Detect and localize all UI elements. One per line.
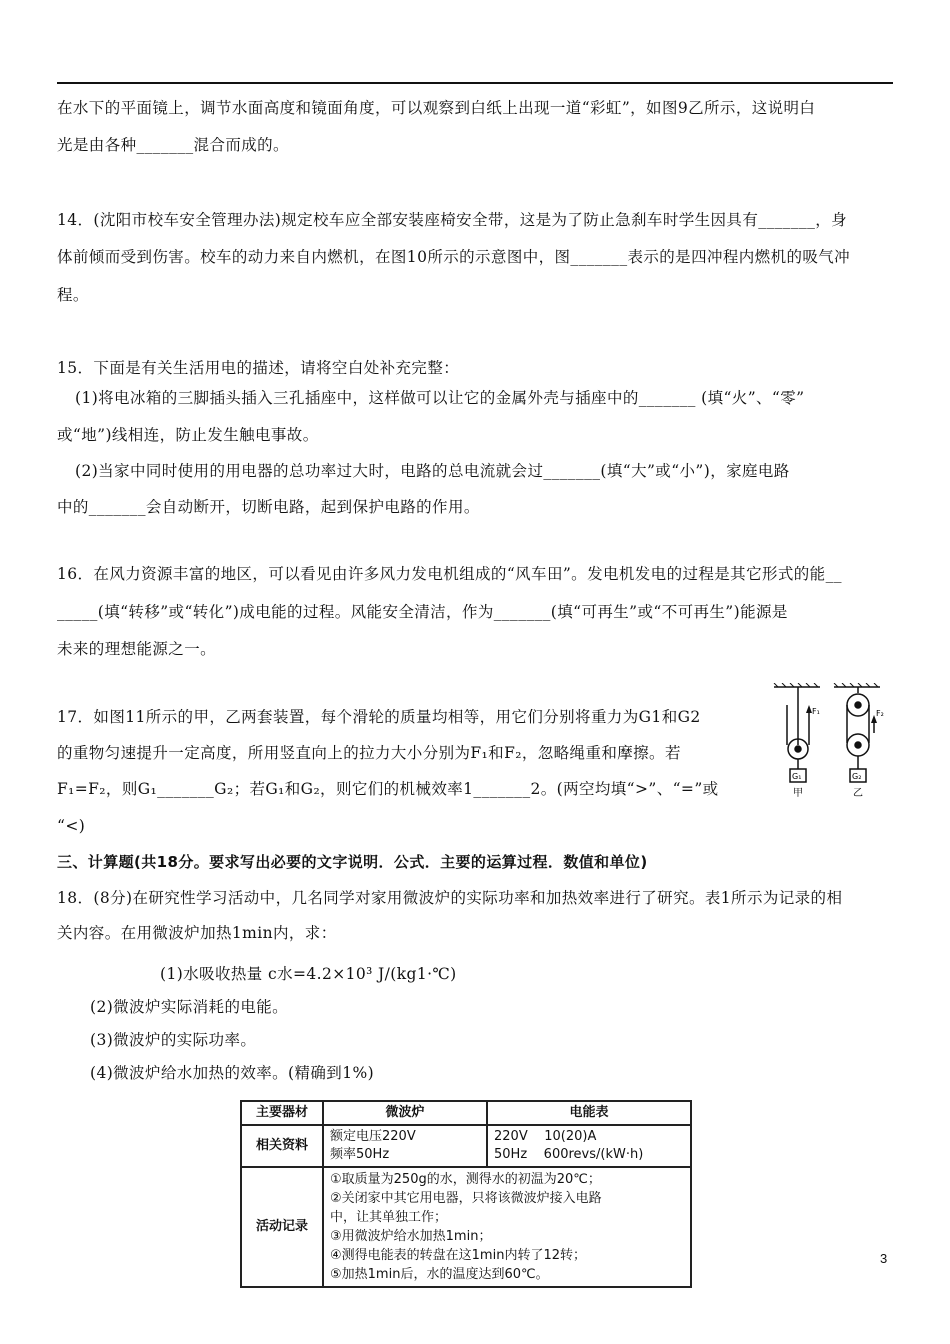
table-row bbox=[241, 1125, 691, 1167]
record-line: ③用微波炉给水加热1min； bbox=[330, 1229, 492, 1244]
sub-question: (4)微波炉给水加热的效率。(精确到1%) bbox=[90, 1064, 375, 1082]
text-line: (2)当家中同时使用的用电器的总功率过大时，电路的总电流就会过_______(填“大”或“小”)，家庭电路 bbox=[75, 462, 790, 480]
section-heading: 三、计算题(共18分。要求写出必要的文字说明．公式．主要的运算过程．数值和单位) bbox=[57, 853, 648, 871]
sub-question: (2)微波炉实际消耗的电能。 bbox=[90, 998, 289, 1016]
cell-line: 220V 10(20)A bbox=[494, 1129, 597, 1144]
record-table bbox=[240, 1100, 692, 1288]
cell-line: 额定电压220V bbox=[330, 1129, 416, 1144]
text-line: (1)将电冰箱的三脚插头插入三孔插座中，这样做可以让它的金属外壳与插座中的_______ (填“火”、“零” bbox=[75, 389, 805, 407]
table-row bbox=[241, 1101, 691, 1125]
text-line: 或“地”)线相连，防止发生触电事故。 bbox=[57, 426, 319, 444]
sub-question: (1)水吸收热量 c水=4.2×10³ J/(kg1·℃) bbox=[160, 965, 457, 983]
text-line: 光是由各种_______混合而成的。 bbox=[57, 136, 289, 154]
table-label-info: 相关资料 bbox=[241, 1125, 323, 1167]
table-label-record: 活动记录 bbox=[241, 1167, 323, 1287]
question-18: 18．(8分)在研究性学习活动中，几名同学对家用微波炉的实际功率和加热效率进行了研究。表1所示为记录的相 bbox=[57, 889, 843, 907]
table-cell-meter-info bbox=[487, 1125, 691, 1167]
table-cell-records bbox=[323, 1167, 691, 1287]
cell-line: 频率50Hz bbox=[330, 1147, 390, 1162]
text-line: “<) bbox=[57, 817, 86, 835]
text-line: 在水下的平面镜上，调节水面高度和镜面角度，可以观察到白纸上出现一道“彩虹”，如图9乙所示，这说明白 bbox=[57, 99, 816, 117]
text-line: 的重物匀速提升一定高度，所用竖直向上的拉力大小分别为F₁和F₂，忽略绳重和摩擦。若 bbox=[57, 744, 681, 762]
text-line: 体前倾而受到伤害。校车的动力来自内燃机，在图10所示的示意图中，图_______表示的是四冲程内燃机的吸气冲 bbox=[57, 248, 851, 266]
text-line: _____(填“转移”或“转化”)成电能的过程。风能安全清洁，作为_______(填“可再生”或“不可再生”)能源是 bbox=[57, 603, 788, 621]
question-17: 17．如图11所示的甲，乙两套装置，每个滑轮的质量均相等，用它们分别将重力为G1和G2 bbox=[57, 708, 701, 726]
header-rule bbox=[57, 82, 893, 84]
pulley-figure bbox=[770, 683, 885, 803]
question-16: 16．在风力资源丰富的地区，可以看见由许多风力发电机组成的“风车田”。发电机发电的过程是其它形式的能__ bbox=[57, 565, 842, 583]
question-14: 14．(沈阳市校车安全管理办法)规定校车应全部安装座椅安全带，这是为了防止急刹车时学生因具有_______，身 bbox=[57, 211, 848, 229]
record-line: ②关闭家中其它用电器，只将该微波炉接入电路 bbox=[330, 1191, 602, 1206]
table-header-microwave: 微波炉 bbox=[323, 1101, 487, 1125]
force-label-f2: F₂ bbox=[876, 709, 884, 718]
figure-label-left: 甲 bbox=[793, 788, 803, 799]
record-line: 中，让其单独工作； bbox=[330, 1210, 448, 1225]
record-line: ①取质量为250g的水，测得水的初温为20℃； bbox=[330, 1172, 601, 1187]
table-header-meter: 电能表 bbox=[487, 1101, 691, 1125]
text-line: 未来的理想能源之一。 bbox=[57, 640, 217, 658]
weight-label-g1: G₁ bbox=[792, 772, 802, 781]
table-header-equipment: 主要器材 bbox=[241, 1101, 323, 1125]
table-cell-microwave-info bbox=[323, 1125, 487, 1167]
text-line: 程。 bbox=[57, 286, 89, 304]
text-line: 中的_______会自动断开，切断电路，起到保护电路的作用。 bbox=[57, 498, 480, 516]
page-number: 3 bbox=[880, 1251, 888, 1266]
weight-label-g2: G₂ bbox=[852, 772, 862, 781]
text-line: F₁=F₂，则G₁_______G₂；若G₁和G₂，则它们的机械效率1_______2。(两空均填“>”、“=”或 bbox=[57, 780, 719, 798]
record-line: ⑤加热1min后，水的温度达到60℃。 bbox=[330, 1267, 549, 1282]
force-label-f1: F₁ bbox=[812, 707, 820, 716]
text-line: 关内容。在用微波炉加热1min内，求： bbox=[57, 924, 337, 942]
record-line: ④测得电能表的转盘在这1min内转了12转； bbox=[330, 1248, 586, 1263]
question-15: 15．下面是有关生活用电的描述，请将空白处补充完整： bbox=[57, 359, 460, 377]
table-row bbox=[241, 1167, 691, 1287]
figure-label-right: 乙 bbox=[853, 788, 863, 799]
cell-line: 50Hz 600revs/(kW·h) bbox=[494, 1147, 644, 1162]
sub-question: (3)微波炉的实际功率。 bbox=[90, 1031, 257, 1049]
